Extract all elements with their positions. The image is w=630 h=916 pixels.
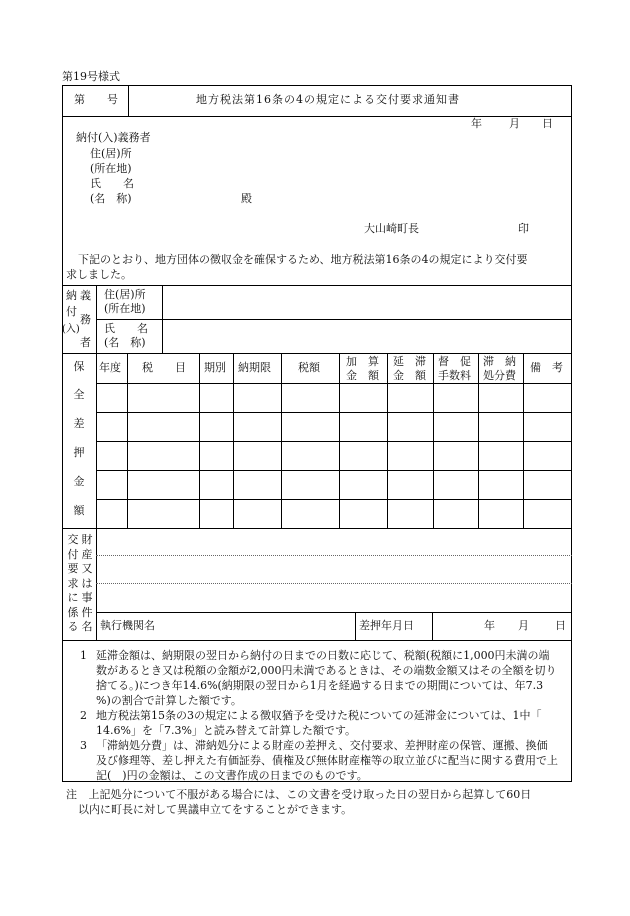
name-label: 氏 名 — [90, 177, 134, 190]
note-1 — [80, 648, 566, 708]
note-3 — [80, 738, 566, 783]
table-side-char-4: 押 — [73, 446, 85, 459]
table-side-char-6: 額 — [73, 504, 85, 517]
obligor-office-label: (所在地) — [104, 302, 146, 315]
property-side-right — [80, 533, 94, 635]
note-3-number: 3 — [80, 739, 87, 752]
honorific: 殿 — [241, 192, 252, 205]
note-2-line-2: 14.6%」を「7.3%」と読み替えて計算した額です。 — [96, 724, 357, 737]
header-late-1: 延 滞 — [393, 355, 426, 368]
note-3-line-3: 記( )円の金額は、この文書作成の日までのものです。 — [96, 769, 368, 782]
table-side-char-3: 差 — [73, 417, 85, 430]
note-1-line-1: 延滞金額は、納期限の翌日から納付の日までの日数に応じて、税額(税額に1,000円未満の端 — [96, 649, 550, 662]
property-left-char-2: 付 — [67, 547, 79, 561]
property-right-char-2: 産 — [81, 547, 93, 561]
header-demand-2: 手数料 — [438, 369, 471, 382]
note-2 — [80, 708, 566, 738]
property-right-char-7: 名 — [81, 620, 93, 633]
property-left-char-4: 求 — [67, 576, 79, 590]
property-side-divider — [96, 528, 97, 640]
date-year-label: 年 — [471, 117, 482, 130]
notes-section — [80, 648, 566, 783]
intro-text-line1: 下記のとおり、地方団体の徴収金を確保するため、地方税法第16条の4の規定により交付要 — [78, 253, 528, 266]
header-due-date: 納期限 — [238, 361, 271, 374]
obligor-mid-line — [96, 319, 572, 320]
obligor-side-char-4: 義 — [80, 289, 91, 302]
date-month-label: 月 — [509, 117, 520, 130]
obligor-bottom-line — [62, 353, 572, 354]
obligor-side-char-5: 務 — [80, 313, 91, 326]
appeal-note-label: 注 — [66, 788, 77, 801]
table-row-line-4 — [96, 499, 572, 500]
property-right-char-5: 事 — [81, 591, 93, 604]
header-add-tax-2: 金 額 — [346, 369, 379, 382]
seizure-year: 年 — [484, 619, 495, 632]
seizure-day: 日 — [555, 619, 566, 632]
entity-label: (名 称) — [90, 192, 132, 205]
note-3-line-2: 及び修理等、差し押えた有価証券、債権及び無体財産権等の取立並びに配当に関する費用で上 — [96, 754, 558, 767]
header-late-2: 金 額 — [393, 369, 426, 382]
property-right-char-3: 又 — [81, 562, 93, 575]
header-delinq-1: 滞 納 — [483, 355, 516, 368]
mayor-title: 大山崎町長 — [364, 222, 419, 235]
table-side-char-2: 全 — [73, 388, 85, 401]
appeal-note — [66, 787, 576, 817]
executor-seizure-divider — [355, 612, 356, 640]
table-row-line-3 — [96, 470, 572, 471]
property-bottom-line — [62, 640, 572, 641]
table-bottom-line — [62, 528, 572, 529]
property-left-char-5: に — [67, 591, 79, 604]
obligor-side-char-3: (入) — [62, 324, 80, 335]
table-row-line-2 — [96, 441, 572, 442]
note-1-line-2: 数があるとき又は税額の金額が2,000円未満であるときは、その端数金額又はその全額を切り — [96, 664, 557, 677]
seizure-date-divider — [432, 612, 433, 640]
seizure-month: 月 — [518, 619, 529, 632]
office-label: (所在地) — [90, 162, 132, 175]
property-left-char-3: 要 — [67, 562, 79, 575]
property-side-left — [66, 533, 80, 635]
table-row-line-1 — [96, 412, 572, 413]
address-label: 住(居)所 — [90, 147, 132, 160]
obligor-top-line — [62, 285, 572, 286]
table-side-char-5: 金 — [73, 475, 85, 488]
property-left-char-7: る — [67, 620, 79, 633]
obligor-label: 納付(入)義務者 — [76, 131, 151, 144]
note-2-line-1: 地方税法第15条の3の規定による徴収猶予を受けた税についての延滞金については、1中「 — [96, 709, 542, 722]
obligor-entity-label: (名 称) — [104, 336, 146, 349]
header-delinq-2: 処分費 — [483, 369, 516, 382]
date-day-label: 日 — [542, 117, 553, 130]
executor-label: 執行機関名 — [100, 619, 155, 632]
header-tax-item: 税 目 — [142, 361, 186, 374]
property-executor-line — [96, 612, 572, 613]
property-right-char-4: は — [81, 576, 93, 590]
header-tax-amount: 税額 — [298, 361, 320, 374]
number-label: 第 号 — [74, 93, 118, 106]
header-year: 年度 — [99, 361, 121, 374]
obligor-address-label: 住(居)所 — [104, 288, 146, 301]
header-bottom-line — [62, 116, 572, 117]
property-dotted-line-2 — [96, 583, 572, 584]
note-3-line-1: 「滞納処分費」は、滞納処分による財産の差押え、交付要求、差押財産の保管、運搬、換価 — [96, 739, 548, 752]
header-add-tax-1: 加 算 — [346, 355, 379, 368]
property-right-char-6: 件 — [81, 605, 93, 619]
obligor-side-char-6: 者 — [80, 336, 91, 349]
seizure-date-label: 差押年月日 — [359, 619, 414, 632]
appeal-note-line-1: 上記処分について不服がある場合には、この文書を受け取った日の翌日から起算して60日 — [88, 788, 532, 801]
header-remarks: 備 考 — [530, 361, 563, 374]
form-number-label: 第19号様式 — [62, 70, 120, 83]
table-side-char-1: 保 — [73, 360, 85, 373]
header-period: 期別 — [204, 361, 226, 374]
obligor-side-char-2: 付 — [66, 305, 77, 318]
header-divider — [128, 85, 129, 116]
obligor-side-char-1: 納 — [66, 289, 77, 302]
property-dotted-line-1 — [96, 555, 572, 556]
intro-text-line2: 求しました。 — [66, 268, 132, 281]
seal-mark: 印 — [518, 222, 529, 235]
note-1-line-4: %)の割合で計算した額です。 — [96, 694, 242, 707]
note-1-line-3: 捨てる。)につき年14.6%(納期限の翌日から1月を経過する日までの期間については、年7.3 — [96, 679, 544, 692]
appeal-note-line-2: 以内に町長に対して異議申立てをすることができます。 — [78, 803, 353, 816]
property-left-char-1: 交 — [67, 533, 79, 546]
header-demand-1: 督 促 — [438, 355, 471, 368]
note-2-number: 2 — [80, 709, 87, 722]
property-right-char-1: 財 — [81, 533, 93, 546]
property-left-char-6: 係 — [67, 605, 79, 619]
obligor-name-label: 氏 名 — [104, 322, 148, 335]
document-title: 地方税法第16条の4の規定による交付要求通知書 — [196, 93, 460, 106]
note-1-number: 1 — [80, 649, 87, 662]
